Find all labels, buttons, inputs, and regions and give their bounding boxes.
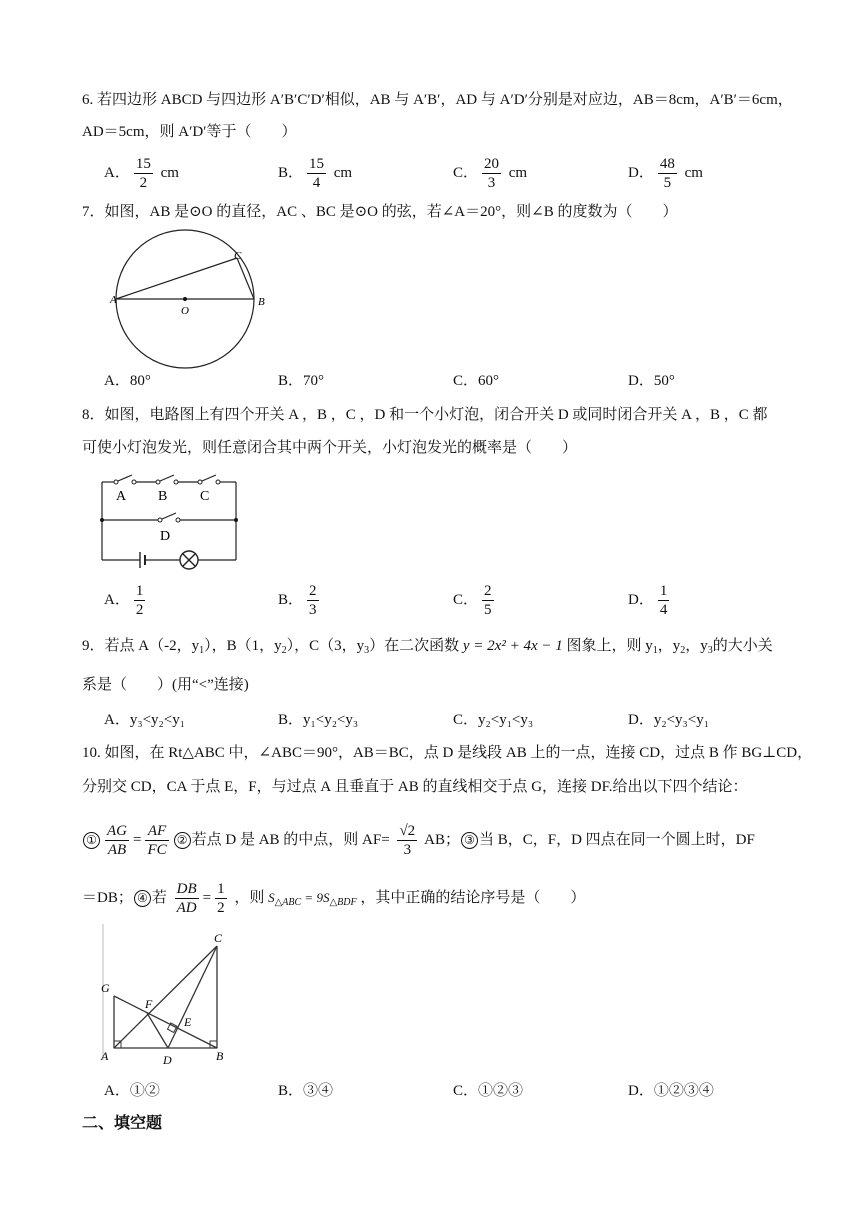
q10-triangle-figure	[100, 924, 232, 1070]
q7-circle-figure	[112, 226, 272, 378]
label-a: A	[116, 489, 127, 504]
label-b: B	[216, 1049, 224, 1063]
q9-stem-line2: 系是（ ）(用“<”连接)	[82, 677, 249, 693]
label-d: D	[163, 1053, 172, 1067]
q7-option-b[interactable]: B．70°	[278, 373, 325, 389]
q10-stem-line1: 10. 如图，在 Rt△ABC 中，∠ABC＝90°，AB＝BC，点 D 是线段 AB 上的一点，连接 CD，过点 B 作 BG⊥CD，	[82, 745, 813, 761]
q7-stem: 7．如图，AB 是⊙O 的直径，AC 、BC 是⊙O 的弦，若∠A＝20°，则∠B 的度数为（ ）	[82, 204, 678, 220]
q8-option-c[interactable]: C． $\frac{2}{5}$	[453, 583, 492, 618]
q6-option-a[interactable]: A． $\frac{15}{2}$ cm	[104, 156, 179, 191]
q10-option-b[interactable]: B．③④	[278, 1083, 334, 1099]
q8-option-b[interactable]: B． $\frac{2}{3}$	[278, 583, 317, 618]
q6-option-c[interactable]: C． $\frac{20}{3}$ cm	[453, 156, 528, 191]
label-g: G	[101, 981, 110, 995]
q9-option-b[interactable]: B．y₁<y₂<y₃	[278, 712, 359, 728]
center-dot	[183, 297, 187, 301]
segment-dc	[168, 946, 217, 1048]
q8-stem-line1: 8．如图，电路图上有四个开关 A ，B ，C ，D 和一个小灯泡，闭合开关 D 或同时闭合开关 A ，B ，C 都	[82, 407, 768, 423]
q10-option-a[interactable]: A．①②	[104, 1083, 160, 1099]
quadratic-function: y = 2x² + 4x − 1	[462, 638, 563, 654]
label-o: O	[181, 305, 189, 317]
q10-stem-line3: ① $\frac{AG}{AB}$ = $\frac{AF}{FC}$ ② 若点 D 是 AB 的中点，则 AF= $\frac{√2}{3}$ AB； ③ 当 B，C，F，D 四点在同一个圆上时，DF	[82, 822, 755, 859]
switch-d	[162, 513, 176, 519]
q10-option-c[interactable]: C．①②③	[453, 1083, 524, 1099]
label-a: A	[101, 1049, 109, 1063]
q8-circuit-figure	[96, 470, 246, 576]
q10-stem-line4: ＝DB； ④ 若 $\frac{DB}{AD}$ = $\frac{1}{2}$ ，则 $S_{\triangle ABC} = 9S_{\triangle BDF}$ ，其中正确的结论序号是（ ）	[82, 881, 586, 916]
q6-stem-line1: 6. 若四边形 ABCD 与四边形 A′B′C′D′相似，AB 与 A′B′，AD 与 A′D′分别是对应边，AB＝8cm，A′B′＝6cm，	[82, 92, 793, 108]
fraction: $\frac{15}{4}$	[309, 156, 325, 191]
q8-stem-line2: 可使小灯泡发光，则任意闭合其中两个开关，小灯泡发光的概率是（ ）	[82, 440, 578, 456]
q9-option-c[interactable]: C．y₂<y₁<y₃	[453, 712, 534, 728]
q9-option-a[interactable]: A．y₃<y₂<y₁	[104, 712, 185, 728]
label-b: B	[258, 296, 265, 308]
fraction: $\frac{48}{5}$	[659, 156, 675, 191]
q8-option-a[interactable]: A． $\frac{1}{2}$	[104, 583, 144, 618]
q10-stem-line2: 分别交 CD，CA 于点 E，F，与过点 A 且垂直于 AB 的直线相交于点 G，连接 DF.给出以下四个结论：	[82, 779, 748, 795]
label-f: F	[145, 997, 153, 1011]
q9-stem-line1: 9．若点 A（-2，$y_1$），B（1，$y_2$），C（3，$y_3$）在二次函数 y = 2x² + 4x − 1 图象上，则 $y_1$，$y_2$，$y_3$的大小关	[82, 638, 773, 656]
q8-option-d[interactable]: D． $\frac{1}{4}$	[628, 583, 668, 618]
switch-c	[202, 475, 216, 481]
label-a: A	[110, 294, 117, 306]
switch-b	[160, 475, 174, 481]
segment-gb	[114, 996, 217, 1048]
q7-option-a[interactable]: A．80°	[104, 373, 151, 389]
label-c: C	[234, 250, 242, 262]
switch-a	[118, 475, 132, 481]
fraction: $\frac{15}{2}$	[135, 156, 151, 191]
label-e: E	[184, 1015, 192, 1029]
segment-ac	[114, 946, 217, 1048]
q7-option-d[interactable]: D．50°	[628, 373, 675, 389]
q6-stem-line2: AD＝5cm，则 A′D′等于（ ）	[82, 124, 297, 140]
chord-ac	[116, 258, 237, 299]
label-b: B	[158, 489, 168, 504]
q9-option-d[interactable]: D．y₂<y₃<y₁	[628, 712, 709, 728]
q10-option-d[interactable]: D．①②③④	[628, 1083, 714, 1099]
label-c: C	[200, 489, 210, 504]
fraction: $\frac{20}{3}$	[484, 156, 500, 191]
label-c: C	[214, 931, 223, 945]
label-d: D	[160, 529, 171, 544]
q6-option-b[interactable]: B． $\frac{15}{4}$ cm	[278, 156, 353, 191]
section-heading: 二、填空题	[82, 1115, 163, 1132]
q7-option-c[interactable]: C．60°	[453, 373, 500, 389]
q6-option-d[interactable]: D． $\frac{48}{5}$ cm	[628, 156, 703, 191]
